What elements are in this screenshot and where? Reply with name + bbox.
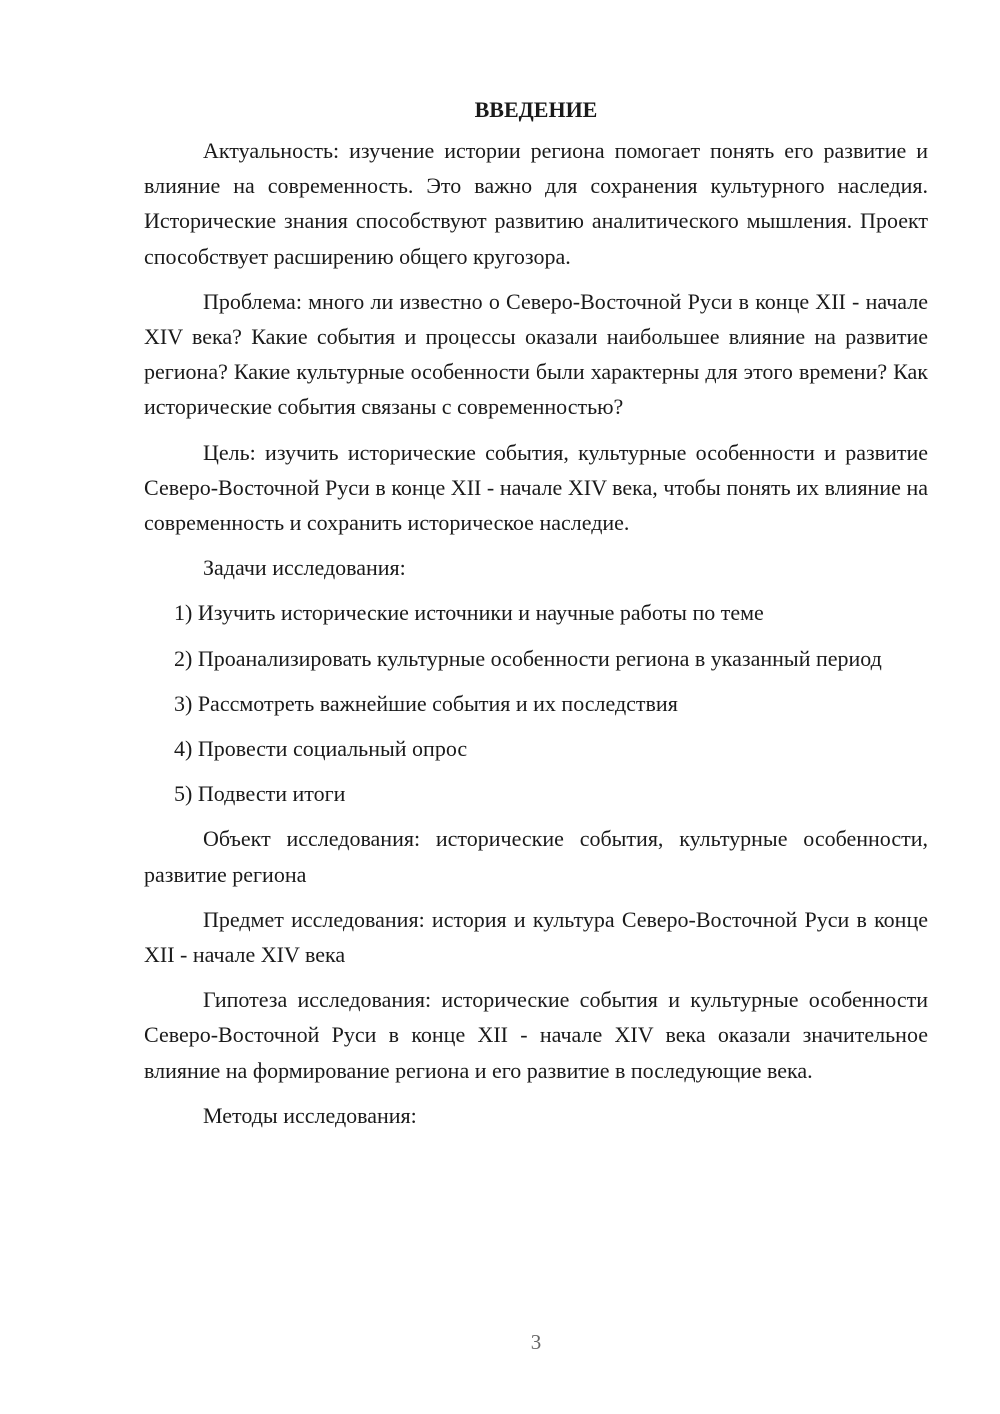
subject-paragraph: Предмет исследования: история и культура Северо-Восточной Руси в конце XII - начале XIV века xyxy=(144,906,928,968)
methods-heading: Методы исследования: xyxy=(203,1102,417,1128)
task-item-3: 3) Рассмотреть важнейшие события и их последствия xyxy=(174,690,678,716)
object-paragraph: Объект исследования: исторические события, культурные особенности, развитие региона xyxy=(144,826,928,887)
task-item-4: 4) Провести социальный опрос xyxy=(174,736,468,762)
problem-paragraph: Проблема: много ли известно о Северо-Восточной Руси в конце XII - начале XIV века? Какие события и процессы оказали наибольшее влияние на развитие региона? Какие культурные особенности были характерны для этого времени? Как исторические события связаны с современностью? xyxy=(144,288,928,420)
goal-paragraph: Цель: изучить исторические события, культурные особенности и развитие Северо-Восточной Руси в конце XII - начале XIV века, чтобы понять их влияние на современность и сохранить историческое наследие. xyxy=(144,439,928,536)
task-item-1: 1) Изучить исторические источники и научные работы по теме xyxy=(174,600,764,626)
hypothesis-paragraph: Гипотеза исследования: исторические события и культурные особенности Северо-Восточной Руси в конце XII - начале XIV века оказали значительное влияние на формирование региона и его развитие в последующие века. xyxy=(144,987,928,1083)
task-item-2: 2) Проанализировать культурные особенности региона в указанный период xyxy=(174,645,882,671)
document-page xyxy=(144,92,928,1143)
relevance-paragraph: Актуальность: изучение истории региона помогает понять его развитие и влияние на современность. Это важно для сохранения культурного наследия. Исторические знания способствуют развитию аналитического мышления. Проект способствует расширению общего кругозора. xyxy=(144,138,928,269)
page-title: ВВЕДЕНИЕ xyxy=(474,97,598,122)
task-item-5: 5) Подвести итоги xyxy=(174,781,346,807)
page-number: 3 xyxy=(530,1330,542,1354)
tasks-heading: Задачи исследования: xyxy=(203,555,406,581)
